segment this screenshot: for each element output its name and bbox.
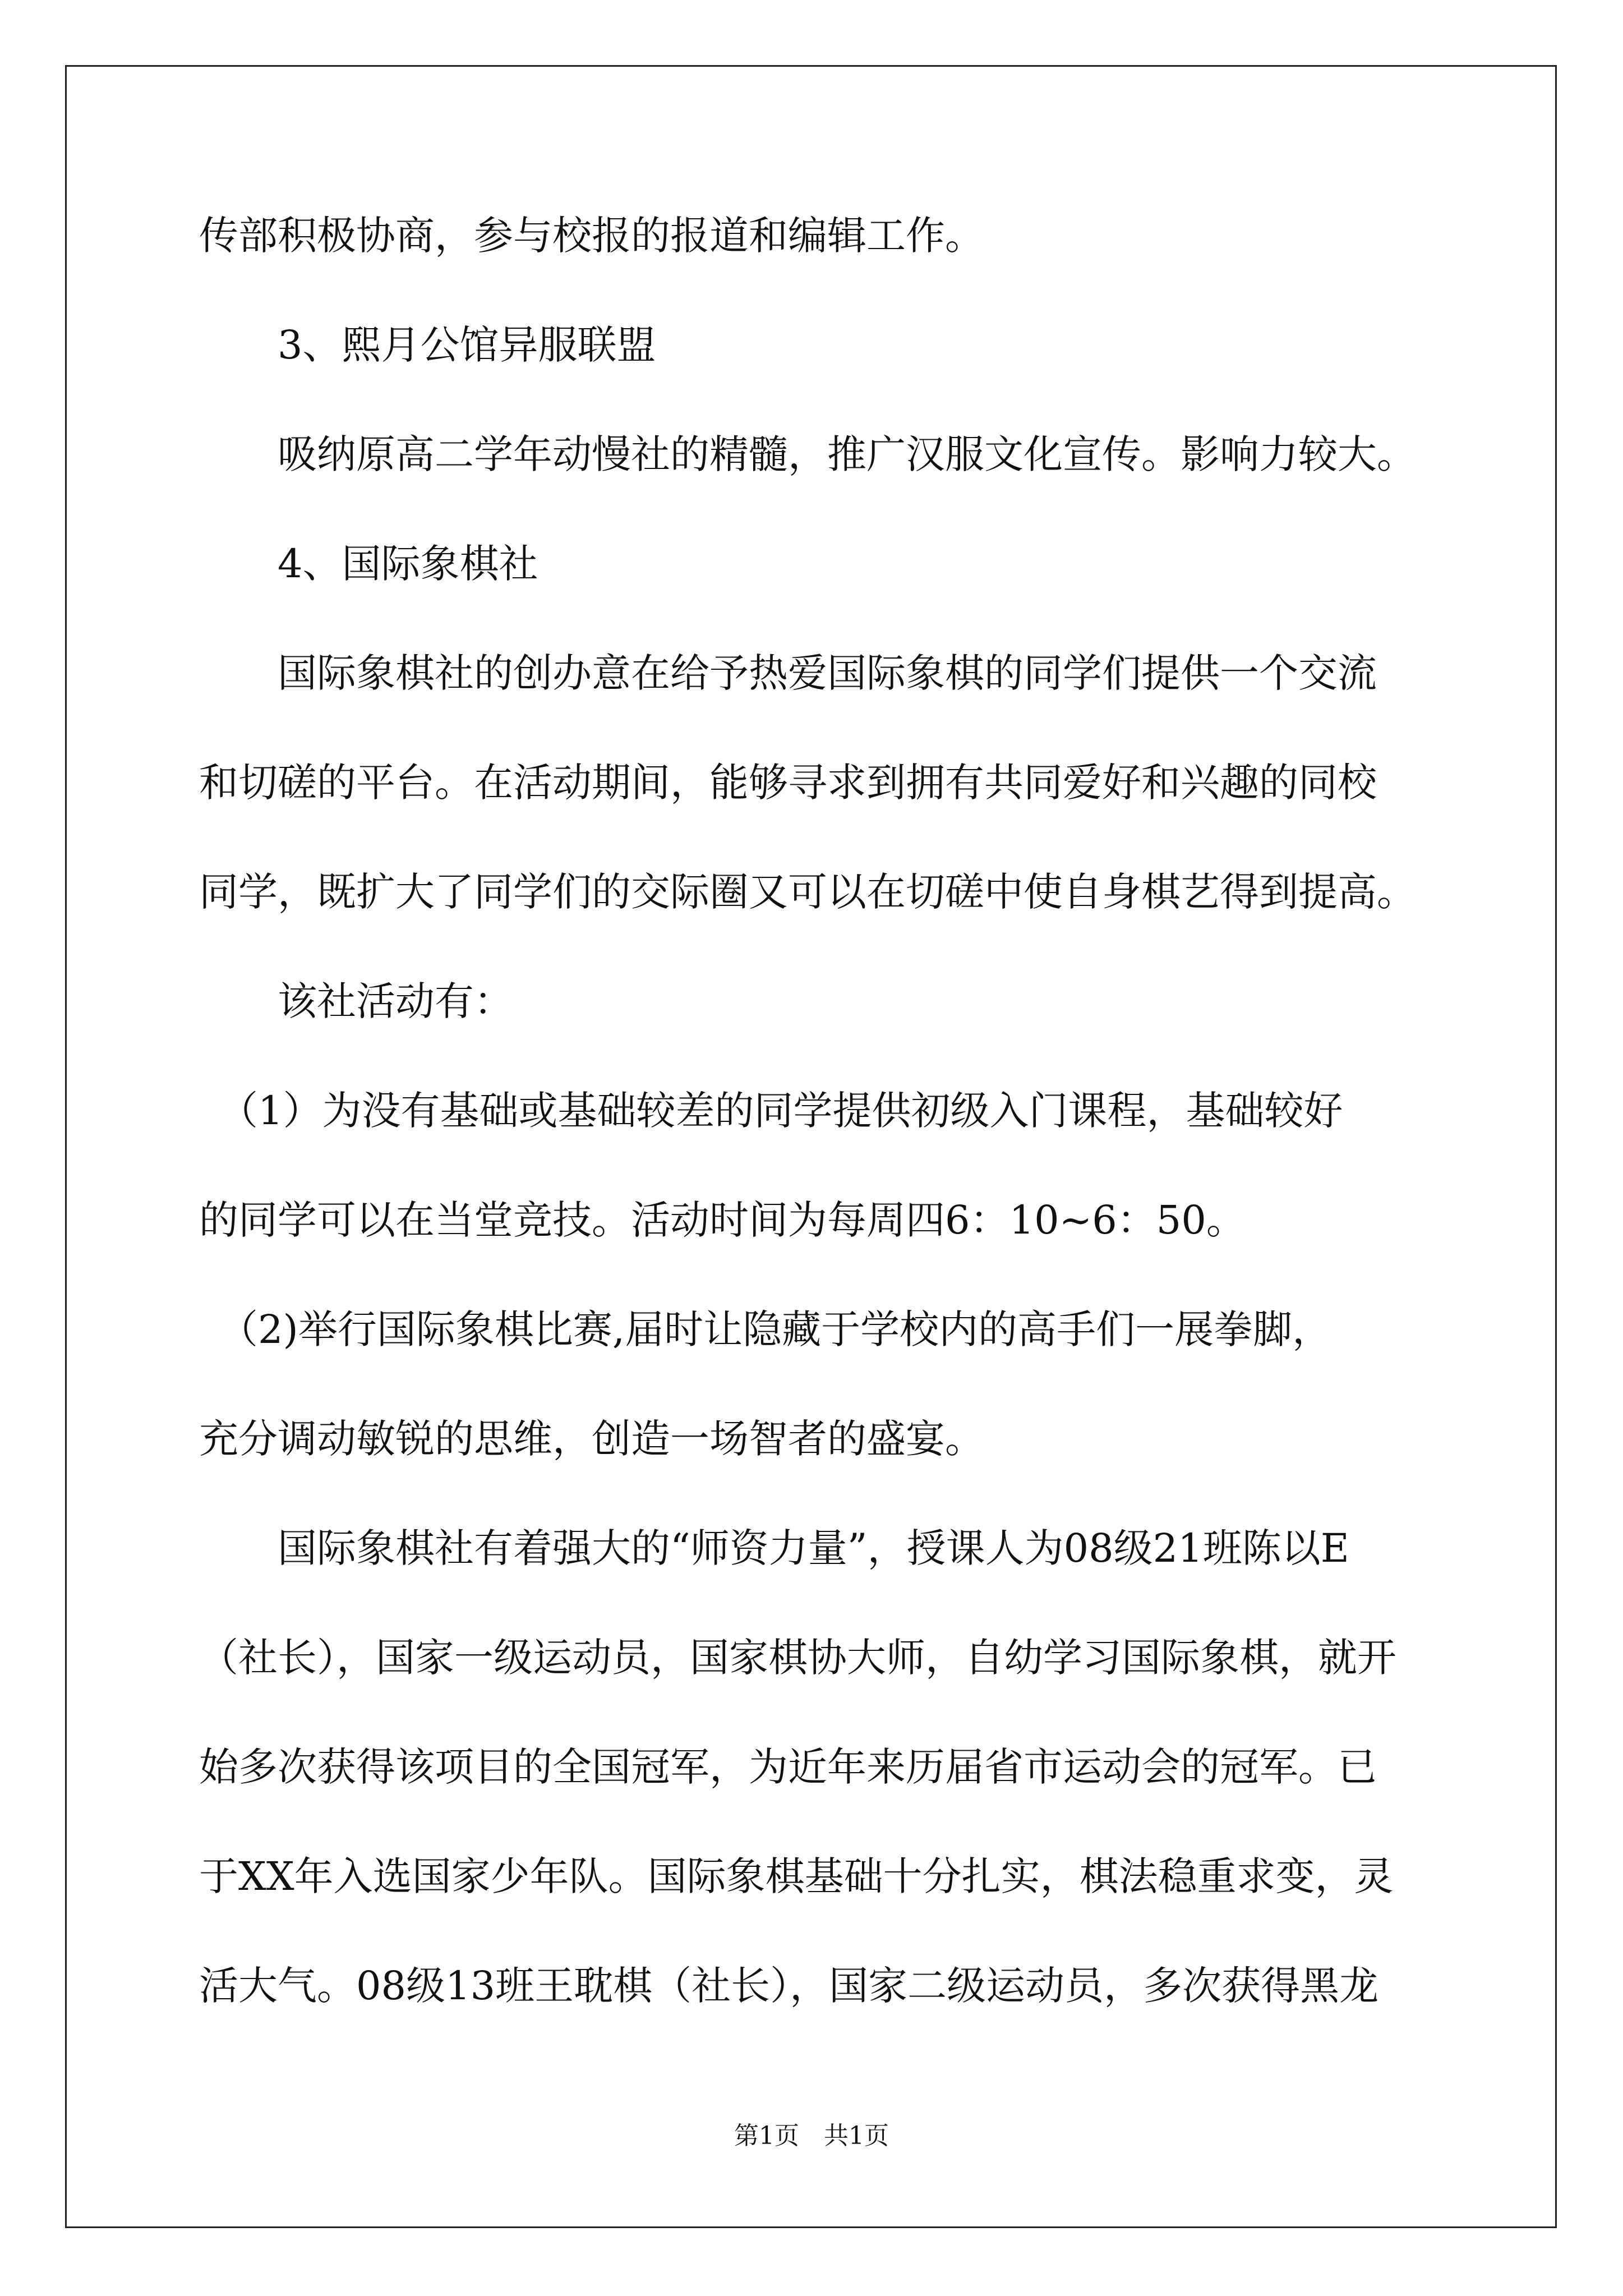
paragraph-line: （1）为没有基础或基础较差的同学提供初级入门课程，基础较好 <box>199 1088 1343 1134</box>
page-border <box>65 65 1557 2228</box>
section-heading-line: 4、国际象棋社 <box>199 541 538 587</box>
paragraph-line: 同学，既扩大了同学们的交际圈又可以在切磋中使自身棋艺得到提高。 <box>199 869 1416 915</box>
paragraph-line: 该社活动有： <box>199 978 513 1024</box>
paragraph-line: 充分调动敏锐的思维，创造一场智者的盛宴。 <box>199 1416 984 1462</box>
paragraph-line: 的同学可以在当堂竞技。活动时间为每周四6：10~6：50。 <box>199 1197 1246 1243</box>
paragraph-line: 国际象棋社的创办意在给予热爱国际象棋的同学们提供一个交流 <box>199 650 1377 696</box>
page-footer: 第1页 共1页 <box>734 2122 889 2150</box>
paragraph-line: 和切磋的平台。在活动期间，能够寻求到拥有共同爱好和兴趣的同校 <box>199 760 1377 806</box>
paragraph-line: 传部积极协商，参与校报的报道和编辑工作。 <box>199 213 984 259</box>
paragraph-line: （2)举行国际象棋比赛,届时让隐藏于学校内的高手们一展拳脚， <box>199 1306 1332 1352</box>
paragraph-line: （社长），国家一级运动员，国家棋协大师，自幼学习国际象棋，就开 <box>199 1635 1396 1681</box>
paragraph-line: 始多次获得该项目的全国冠军，为近年来历届省市运动会的冠军。已 <box>199 1744 1377 1790</box>
paragraph-line: 国际象棋社有着强大的“师资力量”，授课人为08级21班陈以E <box>199 1525 1349 1571</box>
section-heading-line: 3、熙月公馆异服联盟 <box>199 322 656 368</box>
paragraph-line: 于XX年入选国家少年队。国际象棋基础十分扎实，棋法稳重求变，灵 <box>199 1853 1394 1899</box>
paragraph-line: 活大气。08级13班王耽棋（社长），国家二级运动员，多次获得黑龙 <box>199 1963 1379 2009</box>
paragraph-line: 吸纳原高二学年动慢社的精髓，推广汉服文化宣传。影响力较大。 <box>199 431 1416 477</box>
